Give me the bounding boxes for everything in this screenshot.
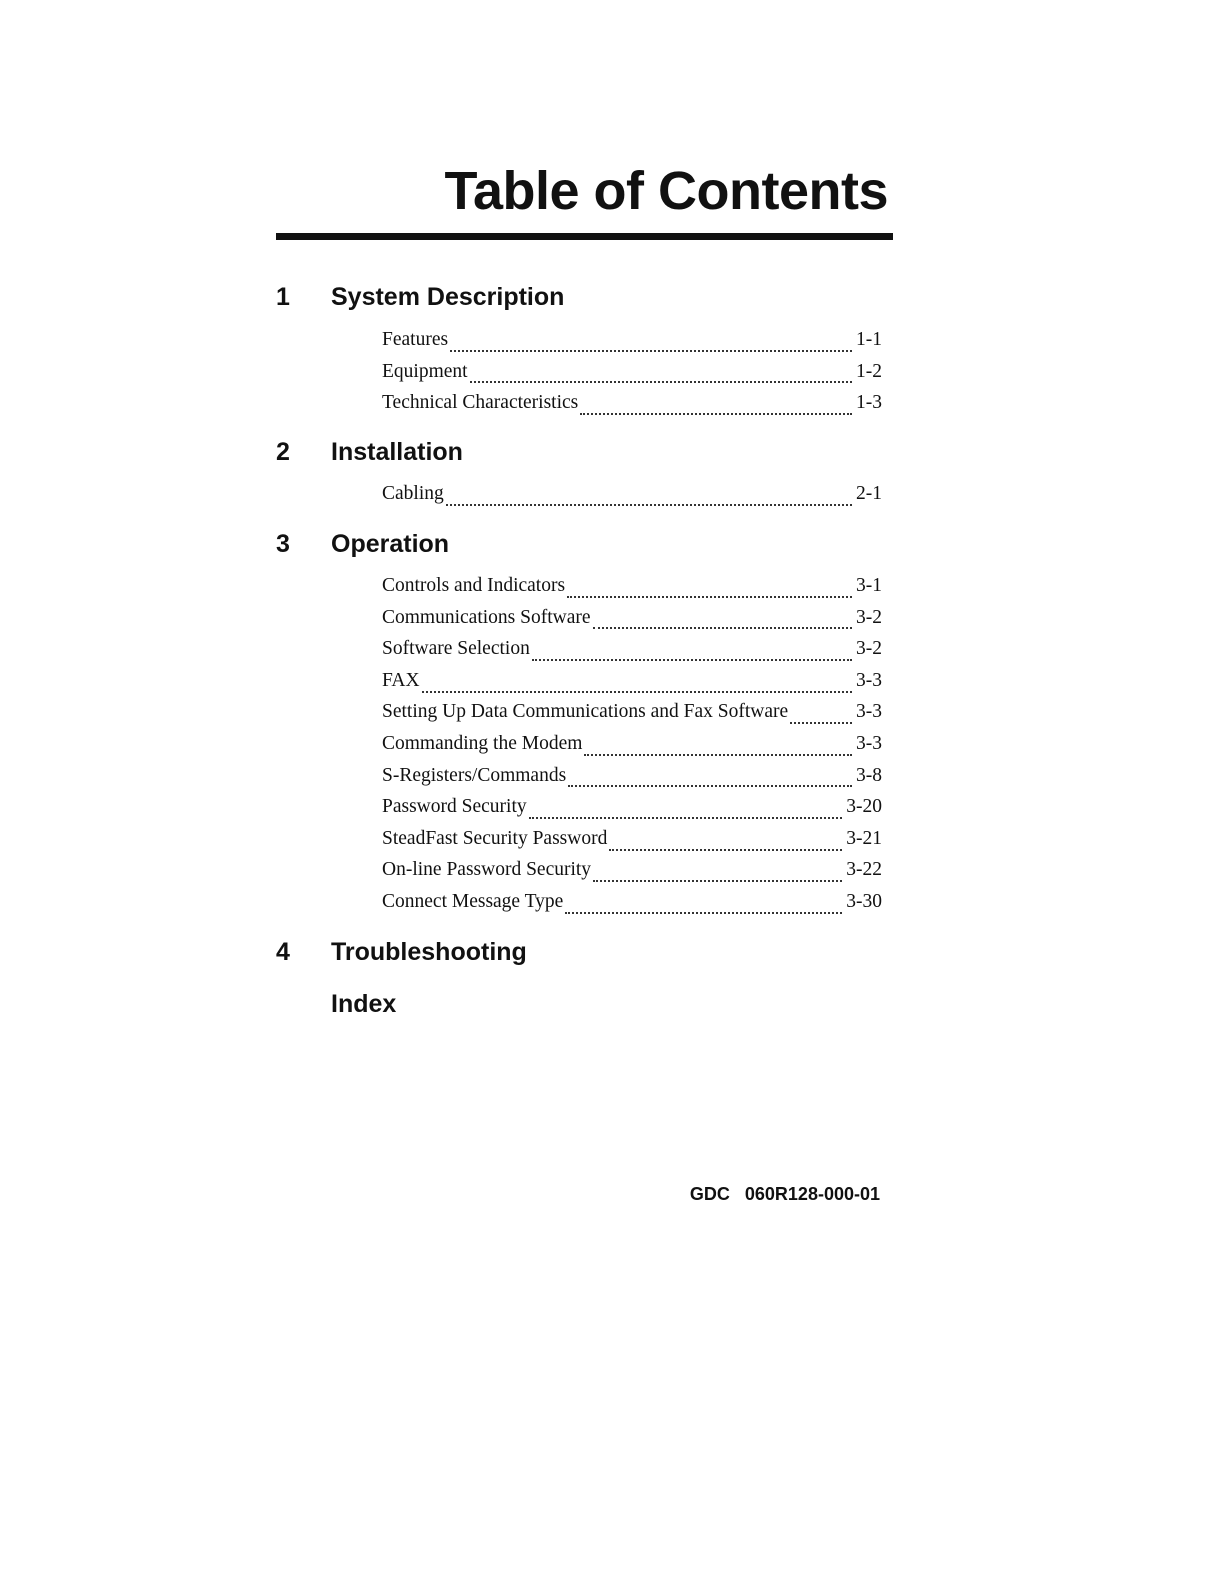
section-number: 3 [276, 530, 290, 558]
entry-label: S-Registers/Commands [382, 764, 567, 786]
entry-label: Communications Software [382, 606, 591, 628]
entry-label: SteadFast Security Password [382, 827, 608, 849]
entry-page: 3-20 [846, 796, 882, 818]
entry-label: Technical Characteristics [382, 392, 579, 414]
entry-page: 3-8 [856, 764, 882, 786]
section-number: 1 [276, 283, 290, 311]
section-entries [382, 483, 882, 515]
toc-entry[interactable] [382, 575, 882, 607]
dot-leader [593, 880, 842, 882]
dot-leader [529, 817, 843, 819]
entry-page: 3-21 [846, 827, 882, 849]
toc-section-4 [276, 938, 896, 978]
dot-leader [584, 754, 852, 756]
section-title: Index [331, 990, 397, 1018]
toc-entry[interactable] [382, 891, 882, 923]
section-title: Troubleshooting [331, 938, 527, 966]
entry-label: FAX [382, 669, 420, 691]
toc-section-3 [276, 530, 896, 923]
entry-label: Commanding the Modem [382, 732, 583, 754]
section-heading [276, 530, 896, 570]
entry-page: 3-1 [856, 575, 882, 596]
dot-leader [567, 596, 852, 598]
toc-entry[interactable] [382, 638, 882, 670]
toc-entry[interactable] [382, 765, 882, 797]
section-number: 4 [276, 938, 290, 966]
toc-section-1 [276, 283, 896, 424]
dot-leader [532, 659, 852, 661]
dot-leader [565, 912, 842, 914]
section-heading [276, 438, 896, 478]
title-rule [276, 233, 893, 240]
section-entries [382, 329, 882, 424]
toc-entry[interactable] [382, 859, 882, 891]
entry-page: 3-3 [856, 669, 882, 691]
entry-label: Equipment [382, 360, 468, 382]
document-code: GDC 060R128-000-01 [689, 1184, 880, 1204]
toc-entry[interactable] [382, 483, 882, 515]
section-entries [382, 575, 882, 923]
entry-page: 1-3 [856, 392, 882, 414]
section-heading[interactable] [276, 990, 896, 1030]
entry-label: Controls and Indicators [382, 575, 566, 596]
dot-leader [568, 785, 852, 787]
section-title: Operation [331, 530, 450, 558]
toc-entry[interactable] [382, 392, 882, 424]
entry-page: 3-2 [856, 638, 882, 660]
section-number: 2 [276, 438, 290, 466]
dot-leader [580, 413, 852, 415]
dot-leader [450, 350, 852, 352]
toc-entry[interactable] [382, 828, 882, 860]
entry-label: On-line Password Security [382, 859, 592, 881]
entry-page: 3-3 [856, 701, 882, 723]
toc-entry[interactable] [382, 733, 882, 765]
entry-page: 3-22 [846, 859, 882, 881]
toc-section-index [276, 990, 896, 1030]
section-title: Installation [331, 438, 463, 466]
entry-label: Password Security [382, 796, 527, 818]
toc-entry[interactable] [382, 361, 882, 393]
dot-leader [609, 849, 842, 851]
toc-entry[interactable] [382, 329, 882, 361]
entry-page: 1-2 [856, 360, 882, 382]
section-heading[interactable] [276, 938, 896, 978]
toc-entry[interactable] [382, 796, 882, 828]
entry-label: Connect Message Type [382, 890, 564, 912]
entry-page: 3-2 [856, 606, 882, 628]
toc-section-2 [276, 438, 896, 515]
dot-leader [446, 504, 852, 506]
toc-entry[interactable] [382, 701, 882, 733]
section-heading [276, 283, 896, 323]
toc-entry[interactable] [382, 607, 882, 639]
entry-label: Software Selection [382, 638, 530, 660]
entry-page: 2-1 [856, 483, 882, 504]
dot-leader [790, 722, 852, 724]
entry-page: 3-3 [856, 732, 882, 754]
entry-page: 1-1 [856, 329, 882, 350]
dot-leader [593, 627, 852, 629]
entry-page: 3-30 [846, 890, 882, 912]
section-title: System Description [331, 283, 565, 311]
dot-leader [470, 381, 852, 383]
dot-leader [422, 691, 852, 693]
entry-label: Setting Up Data Communications and Fax Software [382, 701, 789, 723]
entry-label: Features [382, 329, 449, 350]
toc-entry[interactable] [382, 670, 882, 702]
page-title: Table of Contents [444, 161, 888, 221]
entry-label: Cabling [382, 483, 444, 504]
